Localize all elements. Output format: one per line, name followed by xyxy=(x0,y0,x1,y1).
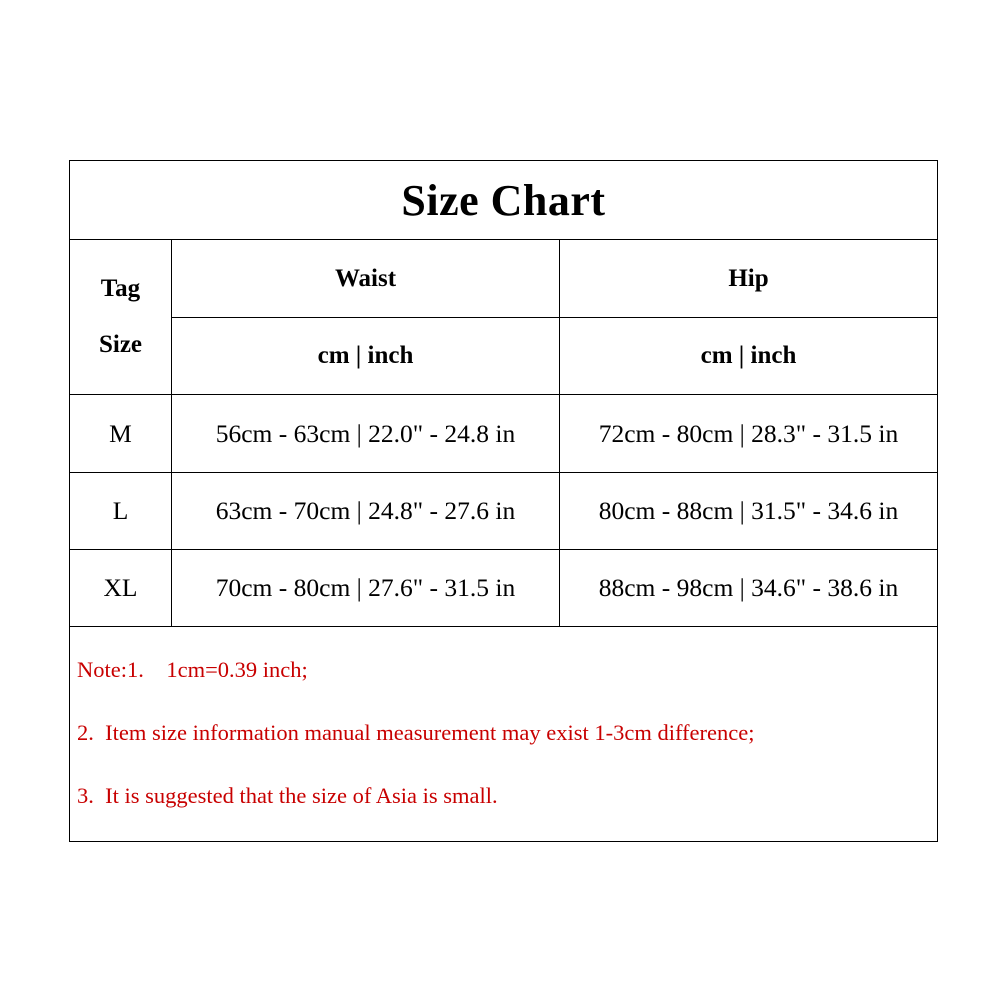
tag-size-header-line1: Tag xyxy=(100,275,141,302)
waist-cell-l: 63cm - 70cm | 24.8" - 27.6 in xyxy=(171,473,559,550)
size-cell-l: L xyxy=(70,473,171,550)
notes-section xyxy=(70,626,937,841)
hip-cell-l: 80cm - 88cm | 31.5" - 34.6 in xyxy=(559,473,937,550)
tag-size-header xyxy=(70,240,171,395)
hip-unit-header: cm | inch xyxy=(559,318,937,395)
hip-cell-xl: 88cm - 98cm | 34.6" - 38.6 in xyxy=(559,550,937,627)
hip-cell-m: 72cm - 80cm | 28.3" - 31.5 in xyxy=(559,395,937,473)
tag-size-header-line2: Size xyxy=(98,331,143,358)
size-chart-table xyxy=(69,160,938,842)
size-cell-m: M xyxy=(70,395,171,473)
waist-cell-m: 56cm - 63cm | 22.0" - 24.8 in xyxy=(171,395,559,473)
waist-cell-xl: 70cm - 80cm | 27.6" - 31.5 in xyxy=(171,550,559,627)
chart-title: Size Chart xyxy=(70,161,937,240)
waist-unit-header: cm | inch xyxy=(171,318,559,395)
size-cell-xl: XL xyxy=(70,550,171,627)
waist-header: Waist xyxy=(171,240,559,318)
hip-header: Hip xyxy=(559,240,937,318)
note-3: 3. It is suggested that the size of Asia is small. xyxy=(77,783,498,808)
note-2: 2. Item size information manual measurement may exist 1-3cm difference; xyxy=(77,720,755,745)
note-1: Note:1. 1cm=0.39 inch; xyxy=(77,657,308,682)
